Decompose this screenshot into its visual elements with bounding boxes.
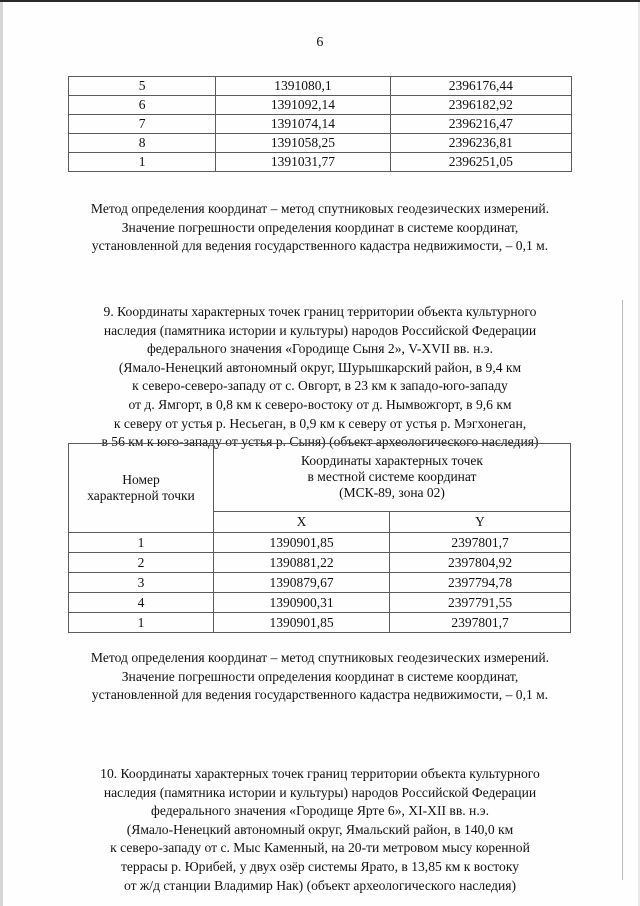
table-row bbox=[69, 613, 571, 633]
cell-point-number: 2 bbox=[69, 553, 214, 573]
paragraph-line: 10. Координаты характерных точек границ территории объекта культурного bbox=[100, 766, 540, 781]
cell-coordinate-y: 2396216,47 bbox=[390, 115, 571, 134]
header-line: Номер bbox=[122, 472, 160, 488]
paragraph-line: от ж/д станции Владимир Нак) (объект археологического наследия) bbox=[123, 877, 517, 893]
cell-point-number: 8 bbox=[69, 134, 216, 153]
paragraph-item-10 bbox=[50, 765, 590, 895]
scan-right-rule-artifact bbox=[622, 300, 623, 880]
table-row bbox=[69, 573, 571, 593]
cell-coordinate-x: 1391074,14 bbox=[216, 115, 390, 134]
cell-coordinate-x: 1391080,1 bbox=[216, 77, 390, 96]
paragraph-method-determination-2 bbox=[50, 649, 590, 705]
paragraph-line: к северу от устья р. Несьеган, в 0,9 км к северу от устья р. Мэгхонеган, bbox=[113, 415, 527, 431]
cell-coordinate-y: 2396251,05 bbox=[390, 153, 571, 172]
paragraph-line: Метод определения координат – метод спутниковых геодезических измерений. bbox=[90, 201, 550, 216]
header-column-x: X bbox=[214, 512, 390, 533]
cell-coordinate-x: 1391058,25 bbox=[216, 134, 390, 153]
paragraph-line: 9. Координаты характерных точек границ территории объекта культурного bbox=[103, 304, 537, 319]
cell-coordinate-y: 2397801,7 bbox=[390, 613, 571, 633]
cell-coordinate-x: 1391092,14 bbox=[216, 96, 390, 115]
table-row bbox=[69, 115, 572, 134]
table-row bbox=[69, 77, 572, 96]
cell-coordinate-y: 2397801,7 bbox=[390, 533, 571, 553]
paragraph-line: к северо-западу от с. Мыс Каменный, на 20-ти метровом мысу коренной bbox=[110, 840, 530, 856]
paragraph-line: федерального значения «Городище Сыня 2», V-XVII вв. н.э. bbox=[146, 341, 494, 357]
header-line: (МСК-89, зона 02) bbox=[339, 484, 445, 500]
header-coordinates-title bbox=[214, 444, 571, 512]
paragraph-line: установленной для ведения государственного кадастра недвижимости, – 0,1 м. bbox=[91, 238, 549, 254]
table-body bbox=[69, 444, 571, 633]
header-line: в местной системе координат bbox=[307, 469, 477, 485]
header-line: характерной точки bbox=[87, 488, 195, 503]
paragraph-line: в 56 км к юго-западу от устья р. Сыня) (объект археологического наследия) bbox=[101, 434, 539, 450]
header-column-y: Y bbox=[390, 512, 571, 533]
cell-point-number: 7 bbox=[69, 115, 216, 134]
scan-top-edge-artifact bbox=[0, 0, 640, 2]
table-header-row bbox=[69, 444, 571, 512]
paragraph-line: от д. Ямгорт, в 0,8 км к северо-востоку от д. Нымвожгорт, в 9,6 км bbox=[128, 396, 512, 412]
paragraph-line: установленной для ведения государственного кадастра недвижимости, – 0,1 м. bbox=[91, 687, 549, 703]
cell-coordinate-y: 2397791,55 bbox=[390, 593, 571, 613]
cell-coordinate-x: 1390900,31 bbox=[214, 593, 390, 613]
paragraph-line: Метод определения координат – метод спутниковых геодезических измерений. bbox=[90, 650, 550, 665]
scan-left-edge-artifact bbox=[0, 2, 3, 906]
paragraph-line: к северо-северо-западу от с. Овгорт, в 23 км к западо-юго-западу bbox=[132, 378, 508, 394]
header-point-number bbox=[69, 444, 214, 533]
cell-point-number: 4 bbox=[69, 593, 214, 613]
coordinates-table-item-9 bbox=[68, 443, 571, 633]
paragraph-line: наследия (памятника истории и культуры) народов Российской Федерации bbox=[103, 322, 537, 338]
paragraph-line: (Ямало-Ненецкий автономный округ, Шурышкарский район, в 9,4 км bbox=[118, 359, 522, 375]
cell-coordinate-y: 2397794,78 bbox=[390, 573, 571, 593]
table-row bbox=[69, 153, 572, 172]
cell-coordinate-x: 1391031,77 bbox=[216, 153, 390, 172]
cell-coordinate-x: 1390881,22 bbox=[214, 553, 390, 573]
table-row bbox=[69, 533, 571, 553]
coordinates-table-continued bbox=[68, 76, 572, 172]
cell-point-number: 1 bbox=[69, 153, 216, 172]
cell-coordinate-y: 2396236,81 bbox=[390, 134, 571, 153]
cell-coordinate-y: 2396182,92 bbox=[390, 96, 571, 115]
table-body bbox=[69, 77, 572, 172]
paragraph-method-determination-1 bbox=[50, 200, 590, 256]
cell-point-number: 1 bbox=[69, 533, 214, 553]
cell-point-number: 6 bbox=[69, 96, 216, 115]
table-row bbox=[69, 96, 572, 115]
cell-coordinate-x: 1390901,85 bbox=[214, 613, 390, 633]
page-number: 6 bbox=[316, 35, 324, 50]
paragraph-line: террасы р. Юрибей, у двух озёр системы Ярато, в 13,85 км к востоку bbox=[120, 858, 520, 874]
cell-point-number: 5 bbox=[69, 77, 216, 96]
table-row bbox=[69, 553, 571, 573]
table-row bbox=[69, 593, 571, 613]
cell-point-number: 1 bbox=[69, 613, 214, 633]
paragraph-line: Значение погрешности определения координат в системе координат, bbox=[121, 668, 519, 684]
cell-coordinate-y: 2396176,44 bbox=[390, 77, 571, 96]
paragraph-line: федерального значения «Городище Ярте 6», XI-XII вв. н.э. bbox=[151, 803, 489, 819]
paragraph-line: наследия (памятника истории и культуры) народов Российской Федерации bbox=[103, 784, 537, 800]
cell-point-number: 3 bbox=[69, 573, 214, 593]
cell-coordinate-x: 1390901,85 bbox=[214, 533, 390, 553]
paragraph-item-9 bbox=[50, 303, 590, 452]
paragraph-line: Значение погрешности определения координат в системе координат, bbox=[121, 219, 519, 235]
cell-coordinate-y: 2397804,92 bbox=[390, 553, 571, 573]
table-row bbox=[69, 134, 572, 153]
header-line: Координаты характерных точек bbox=[301, 453, 483, 469]
paragraph-line: (Ямало-Ненецкий автономный округ, Ямальский район, в 140,0 км bbox=[126, 821, 514, 837]
cell-coordinate-x: 1390879,67 bbox=[214, 573, 390, 593]
